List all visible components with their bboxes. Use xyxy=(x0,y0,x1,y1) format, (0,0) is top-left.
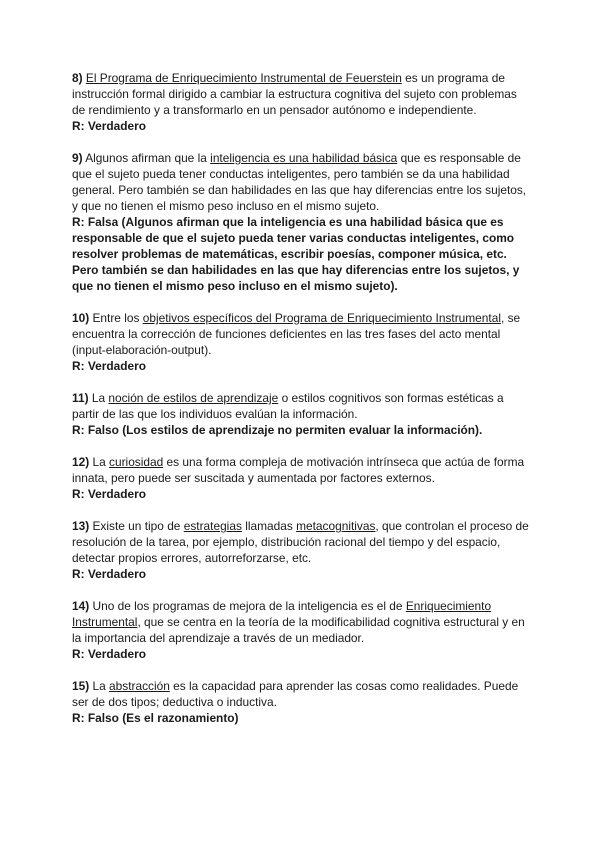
question-number: 15) xyxy=(72,679,90,693)
text-segment: La xyxy=(92,679,110,693)
text-segment: La xyxy=(91,391,109,405)
question-15 xyxy=(72,678,532,726)
answer: R: Falso (Es el razonamiento) xyxy=(72,711,239,725)
text-segment: Entre los xyxy=(92,311,143,325)
underlined-term: metacognitivas xyxy=(296,519,376,533)
document-page xyxy=(72,70,532,742)
text-segment: o estilos cognitivos son formas estéticas a partir de las que los individuos evalúan la información. xyxy=(72,391,504,421)
underlined-term: El Programa de Enriquecimiento Instrumental de Feuerstein xyxy=(85,71,402,85)
question-text xyxy=(72,598,532,646)
question-11 xyxy=(72,390,532,438)
underlined-term: noción de estilos de aprendizaje xyxy=(108,391,279,405)
question-text xyxy=(72,390,532,422)
underlined-term: Enriquecimiento Instrumental xyxy=(72,599,492,629)
question-text xyxy=(72,310,532,358)
question-8 xyxy=(72,70,532,134)
question-number: 12) xyxy=(72,455,90,469)
question-text xyxy=(72,518,532,566)
question-text xyxy=(72,70,532,118)
text-segment: que es responsable de que el sujeto pueda tener conductas inteligentes, pero también se da una habilidad general. Pero también se dan habilidades en las que hay diferencias entre los sujetos, y que no tienen el mismo peso incluso en el mismo sujeto. xyxy=(72,151,527,213)
answer: R: Verdadero xyxy=(72,119,147,133)
answer: R: Falso (Los estilos de aprendizaje no permiten evaluar la información). xyxy=(72,423,483,437)
question-text xyxy=(72,678,532,710)
question-text xyxy=(72,454,532,486)
question-10 xyxy=(72,310,532,374)
question-number: 14) xyxy=(72,599,90,613)
text-segment: Algunos afirman que la xyxy=(85,151,211,165)
question-number: 8) xyxy=(72,71,83,85)
question-13 xyxy=(72,518,532,582)
answer: R: Verdadero xyxy=(72,567,147,581)
question-12 xyxy=(72,454,532,502)
text-segment: La xyxy=(92,455,110,469)
text-segment: llamadas xyxy=(241,519,297,533)
question-number: 10) xyxy=(72,311,90,325)
text-segment: Existe un tipo de xyxy=(92,519,184,533)
question-text xyxy=(72,150,532,214)
question-number: 13) xyxy=(72,519,90,533)
text-segment: , que se centra en la teoría de la modificabilidad cognitiva estructural y en la importancia del aprendizaje a través de un mediador. xyxy=(72,615,525,645)
answer: R: Falsa (Algunos afirman que la inteligencia es una habilidad básica que es responsable de que el sujeto pueda tener varias conductas inteligentes, como resolver problemas de matemáticas, escribir poesías, componer música, etc. Pero también se dan habilidades en las que hay diferencias entre los sujetos, y que no tienen el mismo peso incluso en el mismo sujeto). xyxy=(72,215,520,293)
text-segment: Uno de los programas de mejora de la inteligencia es el de xyxy=(92,599,406,613)
text-segment: es una forma compleja de motivación intrínseca que actúa de forma innata, pero puede ser suscitada y aumentada por factores externos. xyxy=(72,455,525,485)
underlined-term: curiosidad xyxy=(109,455,164,469)
question-14 xyxy=(72,598,532,662)
question-number: 11) xyxy=(72,391,89,405)
text-segment: es un programa de instrucción formal dirigido a cambiar la estructura cognitiva del sujeto con problemas de rendimiento y a transformarlo en un pensador autónomo e independiente. xyxy=(72,71,517,117)
text-segment: es la capacidad para aprender las cosas como realidades. Puede ser de dos tipos; deductiva o inductiva. xyxy=(72,679,519,709)
text-segment: , que controlan el proceso de resolución de la tarea, por ejemplo, distribución racional del tiempo y del espacio, detectar propios errores, autorreforzarse, etc. xyxy=(72,519,529,565)
underlined-term: objetivos específicos del Programa de Enriquecimiento Instrumental xyxy=(142,311,501,325)
answer: R: Verdadero xyxy=(72,487,147,501)
text-segment: , se encuentra la corrección de funciones deficientes en las tres fases del acto mental (input-elaboración-output). xyxy=(72,311,521,357)
question-number: 9) xyxy=(72,151,83,165)
underlined-term: inteligencia es una habilidad básica xyxy=(210,151,398,165)
answer: R: Verdadero xyxy=(72,647,147,661)
question-9 xyxy=(72,150,532,294)
answer: R: Verdadero xyxy=(72,359,147,373)
underlined-term: abstracción xyxy=(109,679,170,693)
underlined-term: estrategias xyxy=(183,519,242,533)
